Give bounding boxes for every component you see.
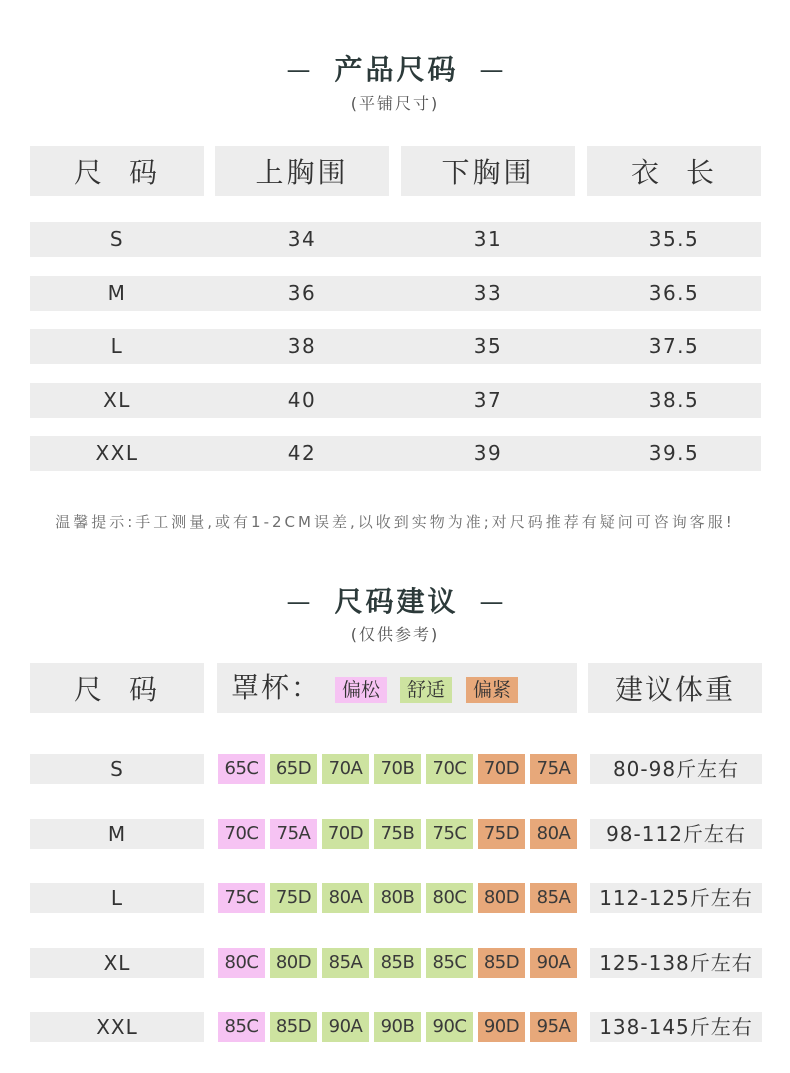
advice-size-label: XXL <box>30 1012 204 1042</box>
cup-size-badge: 75A <box>530 754 577 784</box>
size-chart-cell-size: XL <box>103 388 131 412</box>
size-chart-cell-size: S <box>109 227 125 251</box>
cup-size-badge: 65D <box>270 754 317 784</box>
cup-size-badge: 85A <box>530 883 577 913</box>
size-chart-row <box>30 436 761 471</box>
size-chart-header-length: 衣 长 <box>587 146 761 196</box>
cup-header-label: 罩杯： <box>231 671 322 704</box>
size-chart-cell-length: 37.5 <box>648 334 700 358</box>
cup-size-badge: 80D <box>478 883 525 913</box>
size-chart-cell-length: 38.5 <box>648 388 700 412</box>
advice-weight-range: 112-125斤左右 <box>590 883 762 913</box>
size-chart-cell-upper-bust: 36 <box>287 281 317 305</box>
size-chart-cell-length: 39.5 <box>648 441 700 465</box>
cup-size-badge: 70D <box>322 819 369 849</box>
size-chart-subtitle: (平铺尺寸) <box>350 94 440 113</box>
advice-size-label: M <box>30 819 204 849</box>
size-advice-header-cup <box>217 663 577 713</box>
cup-size-badge: 75A <box>270 819 317 849</box>
cup-size-badge: 70C <box>426 754 473 784</box>
cup-size-badge: 75C <box>218 883 265 913</box>
size-chart-cell-length: 36.5 <box>648 281 700 305</box>
advice-weight-range: 125-138斤左右 <box>590 948 762 978</box>
size-chart-cell-under-bust: 33 <box>473 281 503 305</box>
cup-size-badge: 80B <box>374 883 421 913</box>
size-advice-header-size: 尺 码 <box>30 663 204 713</box>
cup-size-badge: 80C <box>426 883 473 913</box>
cup-size-badge: 70D <box>478 754 525 784</box>
size-chart-cell-under-bust: 39 <box>473 441 503 465</box>
cup-size-badge: 75C <box>426 819 473 849</box>
cup-size-badge: 85D <box>270 1012 317 1042</box>
cup-size-badge: 70B <box>374 754 421 784</box>
advice-weight-range: 80-98斤左右 <box>590 754 762 784</box>
size-chart-cell-upper-bust: 34 <box>287 227 317 251</box>
heading-dash-right: — <box>479 56 504 84</box>
size-chart-row <box>30 383 761 418</box>
cup-size-badge: 85C <box>426 948 473 978</box>
cup-size-badge: 85D <box>478 948 525 978</box>
heading-dash-left: — <box>286 588 311 616</box>
size-chart-header-size: 尺 码 <box>30 146 204 196</box>
size-chart-heading <box>0 52 790 88</box>
cup-size-badge: 95A <box>530 1012 577 1042</box>
size-chart-cell-upper-bust: 42 <box>287 441 317 465</box>
size-advice-title: 尺码建议 <box>334 585 459 618</box>
size-chart-cell-upper-bust: 38 <box>287 334 317 358</box>
cup-size-badge: 90D <box>478 1012 525 1042</box>
cup-size-badge: 80D <box>270 948 317 978</box>
size-chart-cell-upper-bust: 40 <box>287 388 317 412</box>
cup-size-badge: 80A <box>322 883 369 913</box>
cup-size-badge: 80A <box>530 819 577 849</box>
advice-size-label: L <box>30 883 204 913</box>
legend-tight: 偏紧 <box>466 677 518 703</box>
size-advice-header-weight: 建议体重 <box>588 663 762 713</box>
size-chart-row <box>30 222 761 257</box>
cup-size-badge: 85C <box>218 1012 265 1042</box>
cup-size-badge: 85A <box>322 948 369 978</box>
legend-comfortable: 舒适 <box>400 677 452 703</box>
cup-size-badge: 70C <box>218 819 265 849</box>
cup-size-badge: 90C <box>426 1012 473 1042</box>
advice-weight-range: 98-112斤左右 <box>590 819 762 849</box>
size-chart-cell-size: L <box>110 334 124 358</box>
advice-size-label: S <box>30 754 204 784</box>
size-chart-cell-under-bust: 31 <box>473 227 503 251</box>
size-chart-row <box>30 329 761 364</box>
cup-size-badge: 75D <box>478 819 525 849</box>
size-chart-cell-size: M <box>107 281 127 305</box>
cup-size-badge: 85B <box>374 948 421 978</box>
size-chart-cell-under-bust: 35 <box>473 334 503 358</box>
cup-size-badge: 80C <box>218 948 265 978</box>
size-chart-header-under-bust: 下胸围 <box>401 146 575 196</box>
cup-size-badge: 65C <box>218 754 265 784</box>
size-chart-title: 产品尺码 <box>334 53 459 86</box>
cup-size-badge: 70A <box>322 754 369 784</box>
cup-size-badge: 90A <box>530 948 577 978</box>
advice-weight-range: 138-145斤左右 <box>590 1012 762 1042</box>
cup-size-badge: 75D <box>270 883 317 913</box>
heading-dash-left: — <box>286 56 311 84</box>
size-advice-subtitle: (仅供参考) <box>350 625 440 644</box>
size-chart-cell-length: 35.5 <box>648 227 700 251</box>
heading-dash-right: — <box>479 588 504 616</box>
size-chart-cell-size: XXL <box>95 441 139 465</box>
cup-size-badge: 90B <box>374 1012 421 1042</box>
size-chart-header-upper-bust: 上胸围 <box>215 146 389 196</box>
cup-size-badge: 90A <box>322 1012 369 1042</box>
measurement-note: 温馨提示:手工测量,或有1-2CM误差,以收到实物为准;对尺码推荐有疑问可咨询客服! <box>55 513 735 531</box>
size-advice-heading <box>0 584 790 620</box>
size-chart-row <box>30 276 761 311</box>
legend-loose: 偏松 <box>335 677 387 703</box>
size-chart-cell-under-bust: 37 <box>473 388 503 412</box>
cup-size-badge: 75B <box>374 819 421 849</box>
advice-size-label: XL <box>30 948 204 978</box>
